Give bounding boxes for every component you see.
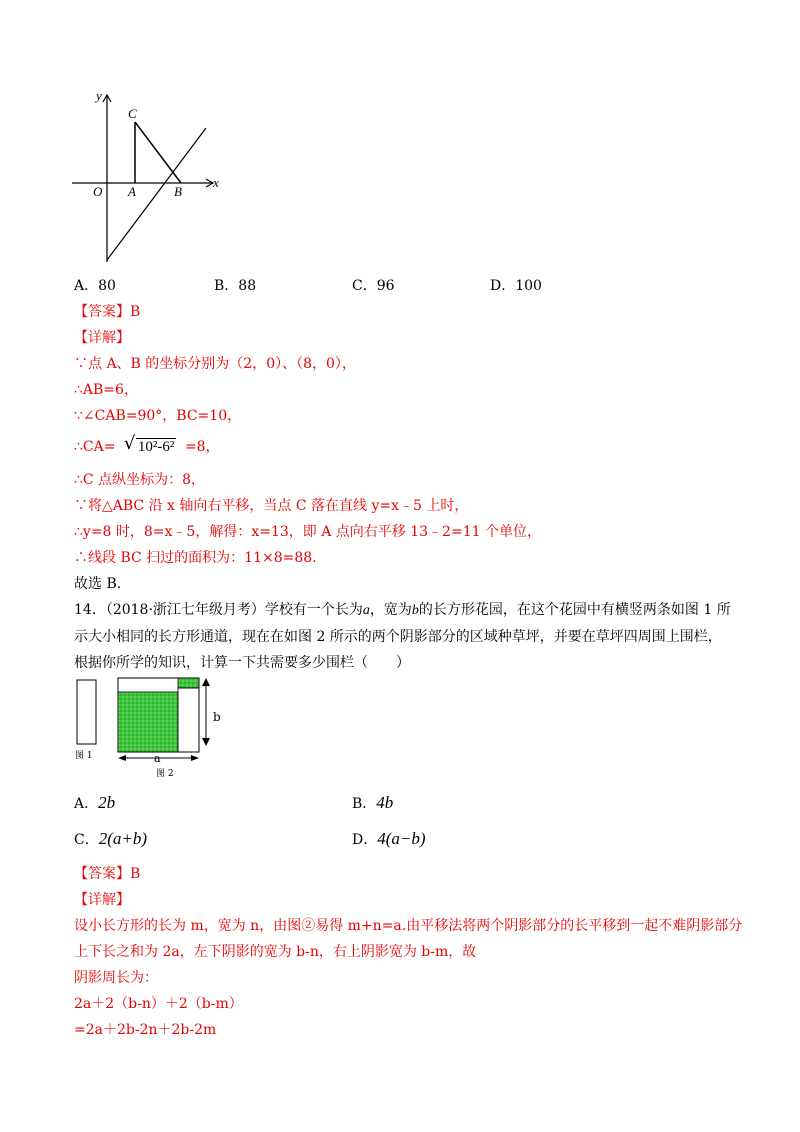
q13-option-c: C．96 [352,278,395,294]
var-a: a [362,603,370,618]
q14-question-text: 14．（2018·浙江七年级月考）学校有一个长为a，宽为b的长方形花园，在这个花园中有横竖两条如图 1 所示大小相同的长方形通道，现在在如图 2 所示的两个阴影部分的区域种草坪，并要在草坪四周围上围栏，根据你所学的知识，计算一下共需要多少围栏（ ） [74,602,731,671]
fig1-strip [77,680,96,744]
q13-answer: 【答案】B [74,304,141,320]
x-axis-label: x [213,175,219,190]
q13-option-b: B．88 [214,278,257,294]
sqrt-sign: √ [123,433,136,454]
garden-figures [70,672,230,782]
q14-source: （2018·浙江七年级月考） [105,602,265,618]
q14-option-d: D．4(a−b) [352,829,426,848]
q13-option-a: A．80 [74,278,116,294]
coordinate-figure [60,82,235,272]
point-a-label: A [128,184,136,199]
option-c-math: 2(a+b) [98,829,148,848]
q14-solution-3: 阴影周长为： [74,970,158,986]
fig1-label: 图 1 [75,751,93,761]
dim-a-arrow-left [118,755,126,761]
q14-solution-5: =2a＋2b-2n＋2b-2m [74,1022,217,1038]
point-c-label: C [128,106,137,121]
q14-number: 14． [74,602,106,618]
q14-solution-1: 设小长方形的长为 m，宽为 n，由图②易得 m+n=a.由平移法将两个阴影部分的长平移到一起不难阴影部分 [74,918,743,934]
ca-prefix: ∴CA= [74,439,116,455]
q13-step-5: ∵将△ABC 沿 x 轴向右平移，当点 C 落在直线 y=x﹣5 上时， [74,498,469,514]
option-b-math: 4b [376,793,394,812]
q14-detail-heading: 【详解】 [74,892,130,908]
q13-option-d: D．100 [490,278,542,294]
lawn-right-top [178,678,199,688]
q13-step-ca [74,433,220,457]
y-axis-label: y [96,88,102,103]
dim-b-label: b [213,710,221,724]
vertical-path [178,688,199,752]
q13-step-7: ∴线段 BC 扫过的面积为：11×8=88. [74,550,317,566]
q14-option-b: B．4b [352,793,394,812]
dim-a-label: a [154,752,161,765]
lawn-left-bottom [118,692,178,752]
dim-b-arrow-top [202,678,210,686]
option-a-math: 2b [98,793,116,812]
q13-step-6: ∴y=8 时，8=x﹣5，解得：x=13，即 A 点向右平移 13﹣2=11 个单位， [74,524,541,540]
origin-label: O [93,184,103,199]
q13-step-2: ∴AB=6， [74,382,138,398]
dim-a-arrow-right [191,755,199,761]
q13-step-1: ∵点 A、B 的坐标分别为（2，0）、（8，0）， [74,356,356,372]
segment-cb [135,122,181,183]
sqrt-radicand: 10²-6² [137,439,175,455]
line-y-eq-x-minus-5 [107,128,206,260]
q14-option-a: A．2b [74,793,116,812]
q14-solution-4: 2a＋2（b-n）＋2（b-m） [74,996,243,1012]
fig2-label: 图 2 [156,769,174,779]
sqrt-expression [123,433,177,457]
q14-answer: 【答案】B [74,866,141,882]
ca-suffix: =8， [184,439,220,455]
var-b: b [411,603,419,618]
q13-step-3: ∵∠CAB=90°，BC=10， [74,408,242,424]
point-b-label: B [174,184,182,199]
q13-step-4: ∴C 点纵坐标为：8， [74,472,205,488]
q14-option-c: C．2(a+b) [74,829,148,848]
q14-solution-2: 上下长之和为 2a，左下阴影的宽为 b-n，右上阴影宽为 b-m，故 [74,944,477,960]
q13-detail-heading: 【详解】 [74,330,130,346]
option-d-math: 4(a−b) [377,829,426,848]
q13-conclusion: 故选 B. [74,576,122,592]
dim-b-arrow-bottom [202,738,210,746]
